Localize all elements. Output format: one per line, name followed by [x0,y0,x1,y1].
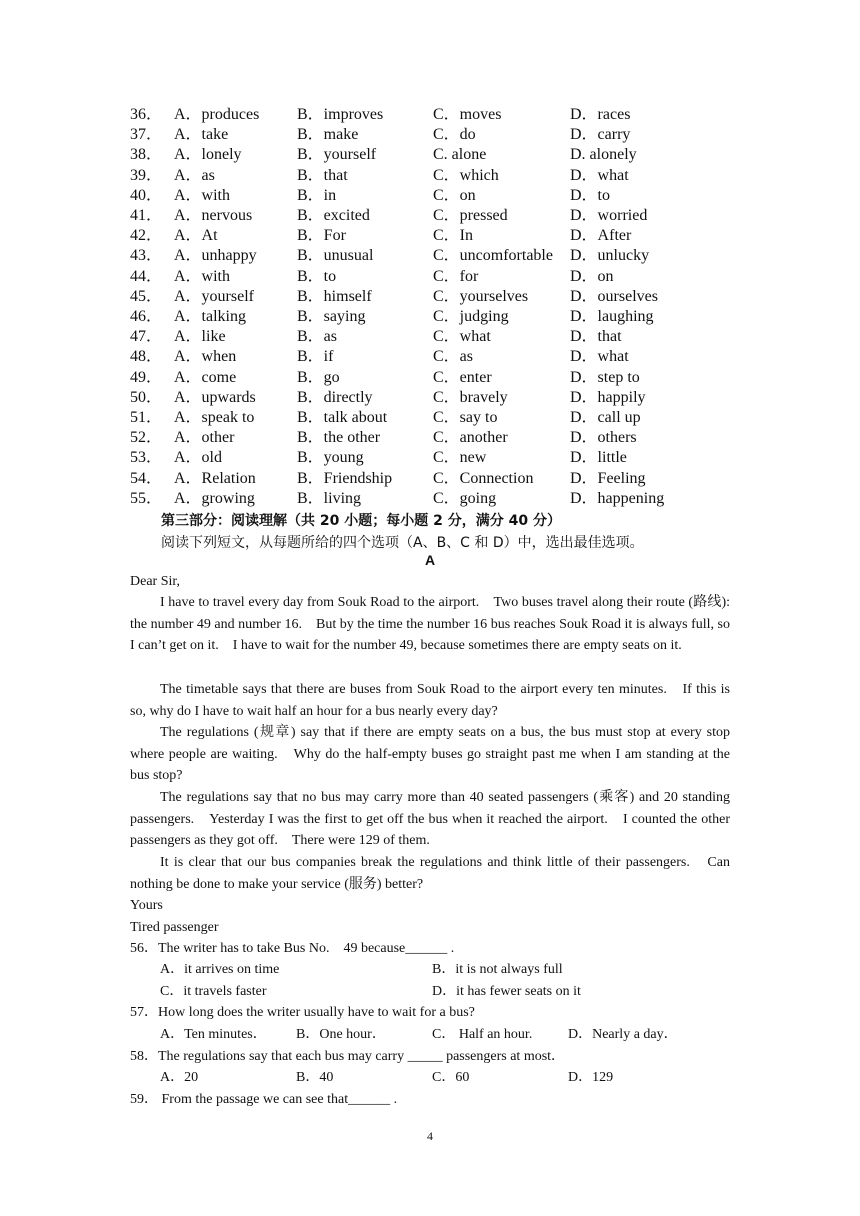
option-d[interactable]: D．what [570,348,629,366]
option-d[interactable]: D．little [570,449,627,467]
option-a[interactable]: A．as [174,166,215,184]
page-number: 4 [427,1129,433,1143]
question-number: 40． [130,186,163,204]
option-a[interactable]: A．other [174,429,235,447]
option-b[interactable]: B．talk about [297,409,388,426]
option-b[interactable]: B．Friendship [297,469,393,487]
option-d[interactable]: D. alonely [570,146,637,164]
option-b[interactable]: B．unusual [297,247,374,265]
option-b[interactable]: B．living [297,489,362,507]
option-a[interactable]: A．when [174,348,237,366]
option-b[interactable]: B．saying [297,308,366,325]
question-59-stem: 59． From the passage we can see that______ . [130,1092,398,1107]
option-a[interactable]: A．come [174,368,237,386]
question-58-option-d[interactable]: D．129 [568,1070,614,1085]
option-c[interactable]: C．pressed [433,207,508,224]
option-d[interactable]: D．to [570,186,611,204]
question-number: 50． [130,388,163,406]
question-number: 55． [130,489,163,507]
option-d[interactable]: D．After [570,227,632,245]
option-b[interactable]: B．make [297,126,359,144]
question-number: 39． [130,166,163,184]
question-number: 49． [130,368,163,386]
option-c[interactable]: C．for [433,267,479,285]
option-a[interactable]: A．with [174,186,231,204]
question-58-option-a[interactable]: A．20 [160,1070,199,1085]
passage-label: A [424,552,436,568]
option-d[interactable]: D．laughing [570,308,654,325]
option-a[interactable]: A．yourself [174,287,254,305]
question-56-option-d[interactable]: D．it has fewer seats on it [432,984,581,999]
option-c[interactable]: C．enter [433,368,492,386]
option-a[interactable]: A．old [174,449,223,467]
option-a[interactable]: A．lonely [174,146,242,164]
option-a[interactable]: A．Relation [174,469,256,487]
question-58-option-b[interactable]: B．40 [296,1070,334,1085]
option-b[interactable]: B．himself [297,287,372,305]
letter-closing: Yours [130,898,163,913]
option-c[interactable]: C．as [433,348,474,366]
option-a[interactable]: A．nervous [174,207,253,224]
option-c[interactable]: C．new [433,449,487,467]
question-number: 48． [130,348,163,366]
letter-paragraph: The regulations say that no bus may carry more than 40 seated passengers (乘客) and 20 standing passengers. Yesterday I was the first to get off the bus when it reached the airport. I counted the other passengers as they got off. There were 129 of them. [130,790,730,849]
option-d[interactable]: D．happily [570,388,646,406]
option-c[interactable]: C．what [433,328,491,346]
option-a[interactable]: A．like [174,328,226,346]
option-b[interactable]: B．improves [297,106,384,123]
question-number: 38． [130,146,163,164]
section-title: 第三部分：阅读理解（共 20 小题；每小题 2 分，满分 40 分） [161,513,561,529]
option-d[interactable]: D．Feeling [570,469,646,487]
option-d[interactable]: D．worried [570,207,648,224]
option-d[interactable]: D．ourselves [570,287,658,305]
question-number: 54． [130,469,163,487]
option-a[interactable]: A．speak to [174,409,255,426]
option-b[interactable]: B．if [297,348,334,366]
option-c[interactable]: C．do [433,126,476,144]
option-c[interactable]: C．moves [433,106,502,123]
option-d[interactable]: D．what [570,166,629,184]
section-instruction: 阅读下列短文，从每题所给的四个选项（A、B、C 和 D）中，选出最佳选项。 [161,535,644,551]
option-b[interactable]: B．in [297,186,337,204]
option-d[interactable]: D．unlucky [570,247,650,265]
question-number: 46． [130,308,163,325]
option-a[interactable]: A．produces [174,106,260,123]
question-number: 42． [130,227,163,245]
option-a[interactable]: A．with [174,267,231,285]
letter-paragraph: I have to travel every day from Souk Road to the airport. Two buses travel along their route (路线): the number 49 and number 16. But by the time the number 16 bus reaches Souk Road it is always full, so I can’t get on it. I have to wait for the number 49, because sometimes there are empty seats on it. [130,595,730,654]
option-c[interactable]: C．which [433,166,499,184]
question-57-option-b[interactable]: B．One hour． [296,1027,386,1042]
question-58-stem: 58．The regulations say that each bus may carry _____ passengers at most． [130,1049,566,1064]
option-b[interactable]: B．the other [297,429,381,447]
option-b[interactable]: B．to [297,267,337,285]
option-d[interactable]: D．that [570,328,622,346]
question-number: 44． [130,267,163,285]
option-c[interactable]: C．yourselves [433,287,529,305]
letter-paragraph: The timetable says that there are buses from Souk Road to the airport every ten minutes. If this is so, why do I have to wait half an hour for a bus nearly every day? [130,682,730,719]
letter-paragraph: It is clear that our bus companies break the regulations and think little of their passengers. Can nothing be done to make your service (服务) better? [130,855,730,892]
option-c[interactable]: C．judging [433,308,509,325]
question-57-option-a[interactable]: A．Ten minutes． [160,1027,267,1042]
option-c[interactable]: C．on [433,186,476,204]
option-d[interactable]: D．step to [570,368,640,386]
letter-signature: Tired passenger [130,920,219,935]
question-56-option-a[interactable]: A．it arrives on time [160,962,280,977]
option-a[interactable]: A．talking [174,308,246,325]
option-b[interactable]: B．excited [297,207,370,224]
option-a[interactable]: A．upwards [174,388,256,406]
option-b[interactable]: B．young [297,449,364,467]
question-number: 51． [130,409,163,426]
option-c[interactable]: C. alone [433,146,487,164]
question-number: 36． [130,106,163,123]
option-b[interactable]: B．For [297,227,346,245]
option-b[interactable]: B．yourself [297,146,377,164]
option-b[interactable]: B．as [297,328,338,346]
option-d[interactable]: D．others [570,429,637,447]
question-number: 47． [130,328,163,346]
question-57-option-d[interactable]: D．Nearly a day． [568,1027,678,1042]
question-56-stem: 56．The writer has to take Bus No. 49 because______ . [130,941,455,956]
question-58-option-c[interactable]: C．60 [432,1070,470,1085]
letter-greeting: Dear Sir, [130,574,180,589]
option-b[interactable]: B．go [297,368,340,386]
option-d[interactable]: D．races [570,106,631,123]
option-c[interactable]: C．say to [433,409,498,426]
option-a[interactable]: A．growing [174,489,255,507]
letter-paragraph: The regulations (规章) say that if there are empty seats on a bus, the bus must stop at every stop where people are waiting. Why do the half-empty buses go straight past me when I am standing at the bus stop? [130,725,730,784]
question-number: 43． [130,247,163,265]
question-number: 52． [130,429,163,447]
option-c[interactable]: C．uncomfortable [433,247,553,265]
option-b[interactable]: B．directly [297,388,373,406]
option-a[interactable]: A．unhappy [174,247,257,265]
option-c[interactable]: C．going [433,489,497,507]
question-number: 41． [130,207,163,224]
question-57-option-c[interactable]: C． Half an hour. [432,1027,533,1042]
option-d[interactable]: D．call up [570,409,641,426]
option-c[interactable]: C．Connection [433,469,534,487]
question-56-option-b[interactable]: B．it is not always full [432,962,563,977]
question-number: 53． [130,449,163,467]
option-a[interactable]: A．At [174,227,218,245]
option-b[interactable]: B．that [297,166,348,184]
question-number: 37． [130,126,163,144]
question-57-stem: 57．How long does the writer usually have to wait for a bus? [130,1005,475,1020]
option-a[interactable]: A．take [174,126,229,144]
option-c[interactable]: C．bravely [433,388,508,406]
question-number: 45． [130,287,163,305]
option-d[interactable]: D．happening [570,489,665,507]
option-d[interactable]: D．on [570,267,614,285]
option-d[interactable]: D．carry [570,126,631,144]
option-c[interactable]: C．In [433,227,474,245]
option-c[interactable]: C．another [433,429,508,447]
question-56-option-c[interactable]: C．it travels faster [160,984,267,999]
